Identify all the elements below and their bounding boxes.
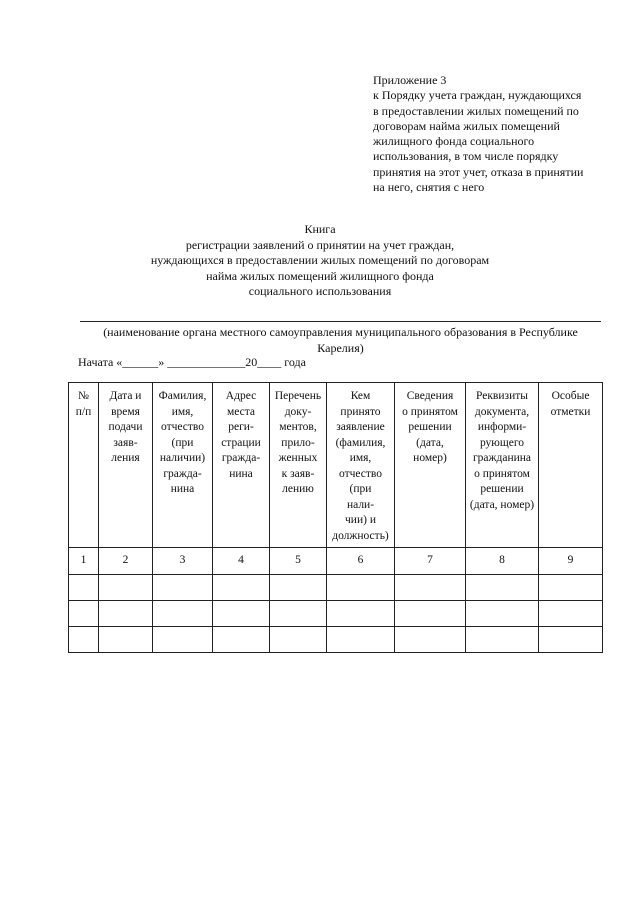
appendix-line: Приложение 3 xyxy=(373,73,447,87)
table-cell xyxy=(395,575,466,601)
column-header-line: (дата, номер) xyxy=(469,498,535,511)
column-header-line: гражда- xyxy=(221,452,261,464)
table-cell xyxy=(466,575,539,601)
column-header-line: п/п xyxy=(75,405,92,418)
column-header-line: информи- xyxy=(477,421,527,433)
column-header xyxy=(213,383,270,548)
column-header-line: о принятом xyxy=(402,405,458,418)
column-header-line: должность) xyxy=(332,529,389,542)
appendix-line: в предоставлении жилых помещений по xyxy=(373,103,579,118)
column-header-line: заяв- xyxy=(113,436,138,449)
column-header xyxy=(153,383,213,548)
column-header-line: нина xyxy=(170,483,195,495)
column-header-line: Адрес xyxy=(225,390,257,402)
column-number: 3 xyxy=(153,548,213,575)
column-header-line: реги- xyxy=(228,421,254,433)
book-title-line: регистрации заявлений о принятии на учет граждан, xyxy=(185,237,455,252)
column-header-line: номер) xyxy=(413,452,447,464)
appendix-line: договорам найма жилых помещений xyxy=(373,118,560,133)
table-row xyxy=(69,627,603,653)
column-header-line: места xyxy=(226,405,256,418)
column-header xyxy=(327,383,395,548)
appendix-note xyxy=(373,73,613,195)
table-cell xyxy=(69,575,99,601)
table-cell xyxy=(99,627,153,653)
column-header xyxy=(69,383,99,548)
book-title-line: социального использования xyxy=(248,284,392,298)
column-header-line: нина xyxy=(229,467,253,480)
table-cell xyxy=(270,575,327,601)
table-cell xyxy=(466,601,539,627)
column-header-line: доку- xyxy=(284,405,312,418)
column-number: 1 xyxy=(69,548,99,575)
column-header-line: отметки xyxy=(550,405,591,418)
table-cell xyxy=(69,627,99,653)
column-header-line: (фамилия, xyxy=(335,436,386,449)
organization-name-line xyxy=(80,321,601,322)
book-title xyxy=(0,222,640,300)
column-header-line: (дата, xyxy=(416,436,444,449)
column-header-line: отчество xyxy=(160,421,205,433)
table-cell xyxy=(270,601,327,627)
column-header-line: ментов, xyxy=(279,421,317,433)
column-header-line: нали- xyxy=(346,498,375,511)
table-cell xyxy=(270,627,327,653)
column-number: 4 xyxy=(213,548,270,575)
column-header xyxy=(466,383,539,548)
column-header-line: гражда- xyxy=(163,467,202,480)
column-header-line: решении xyxy=(408,421,452,433)
column-number: 8 xyxy=(466,548,539,575)
appendix-line: на него, снятия с него xyxy=(373,180,485,195)
column-header-line: рующего xyxy=(479,436,525,449)
organization-caption-line: Карелия) xyxy=(317,341,364,355)
appendix-line: к Порядку учета граждан, нуждающихся xyxy=(373,88,582,103)
column-number: 2 xyxy=(99,548,153,575)
organization-caption-line: (наименование органа местного самоуправления муниципального образования в Республике xyxy=(103,325,578,339)
table-cell xyxy=(99,601,153,627)
column-header-line: Фамилия, xyxy=(158,390,207,402)
column-number: 6 xyxy=(327,548,395,575)
column-header-line: решении xyxy=(480,483,524,495)
column-header-line: гражданина xyxy=(472,452,532,464)
column-header xyxy=(395,383,466,548)
table-cell xyxy=(539,601,603,627)
table-cell xyxy=(327,601,395,627)
book-title-line: Книга xyxy=(304,222,336,236)
appendix-line: жилищного фонда социального xyxy=(373,134,535,149)
table-cell xyxy=(466,627,539,653)
table-cell xyxy=(213,627,270,653)
column-header-line: женных xyxy=(278,452,318,464)
table-cell xyxy=(153,601,213,627)
appendix-line: использования, в том числе порядку xyxy=(373,149,559,164)
book-title-line: нуждающихся в предоставлении жилых помещений по договорам xyxy=(150,253,490,267)
column-header-line: Кем xyxy=(350,390,371,402)
column-header-line: время xyxy=(111,405,140,418)
column-header-line: страции xyxy=(221,436,261,449)
table-cell xyxy=(213,575,270,601)
column-header-line: документа, xyxy=(474,405,530,418)
column-header-line: наличии) xyxy=(159,452,206,464)
table-cell xyxy=(69,601,99,627)
column-number-row xyxy=(69,548,603,575)
column-header-line: № xyxy=(78,390,89,402)
column-header-line: Особые xyxy=(551,390,590,402)
column-header-line: прило- xyxy=(281,436,315,449)
table-row xyxy=(69,601,603,627)
column-number: 9 xyxy=(539,548,603,575)
book-title-line: найма жилых помещений жилищного фонда xyxy=(206,268,434,283)
column-header-line: чии) и xyxy=(345,514,376,526)
column-header xyxy=(99,383,153,548)
column-header-line: подачи xyxy=(108,421,143,433)
column-header-line: Реквизиты xyxy=(476,390,528,402)
column-number: 7 xyxy=(395,548,466,575)
column-header xyxy=(539,383,603,548)
table-cell xyxy=(539,575,603,601)
organization-caption xyxy=(80,324,601,356)
table-cell xyxy=(395,601,466,627)
table-cell xyxy=(327,575,395,601)
table-cell xyxy=(213,601,270,627)
table-header-row xyxy=(69,383,603,548)
table-cell xyxy=(153,575,213,601)
column-header-line: (при xyxy=(349,483,372,495)
column-number: 5 xyxy=(270,548,327,575)
table-row xyxy=(69,575,603,601)
column-header-line: к заяв- xyxy=(281,467,315,480)
table-cell xyxy=(153,627,213,653)
column-header-line: (при xyxy=(171,436,194,449)
column-header-line: заявление xyxy=(336,421,385,433)
column-header-line: Дата и xyxy=(109,390,142,402)
column-header-line: имя, xyxy=(349,452,372,464)
column-header-line: ления xyxy=(111,452,140,464)
column-header xyxy=(270,383,327,548)
column-header-line: Перечень xyxy=(274,390,322,402)
table-cell xyxy=(327,627,395,653)
appendix-line: принятия на этот учет, отказа в принятии xyxy=(373,164,584,179)
column-header-line: отчество xyxy=(338,467,383,480)
start-date-line: Начата «______» _____________20____ года xyxy=(78,355,306,369)
table-cell xyxy=(395,627,466,653)
column-header-line: Сведения xyxy=(406,390,454,402)
column-header-line: лению xyxy=(282,483,314,495)
table-cell xyxy=(539,627,603,653)
column-header-line: о принятом xyxy=(474,467,530,480)
column-header-line: имя, xyxy=(171,405,194,418)
column-header-line: принято xyxy=(340,405,381,418)
table-cell xyxy=(99,575,153,601)
registry-table xyxy=(68,382,603,653)
